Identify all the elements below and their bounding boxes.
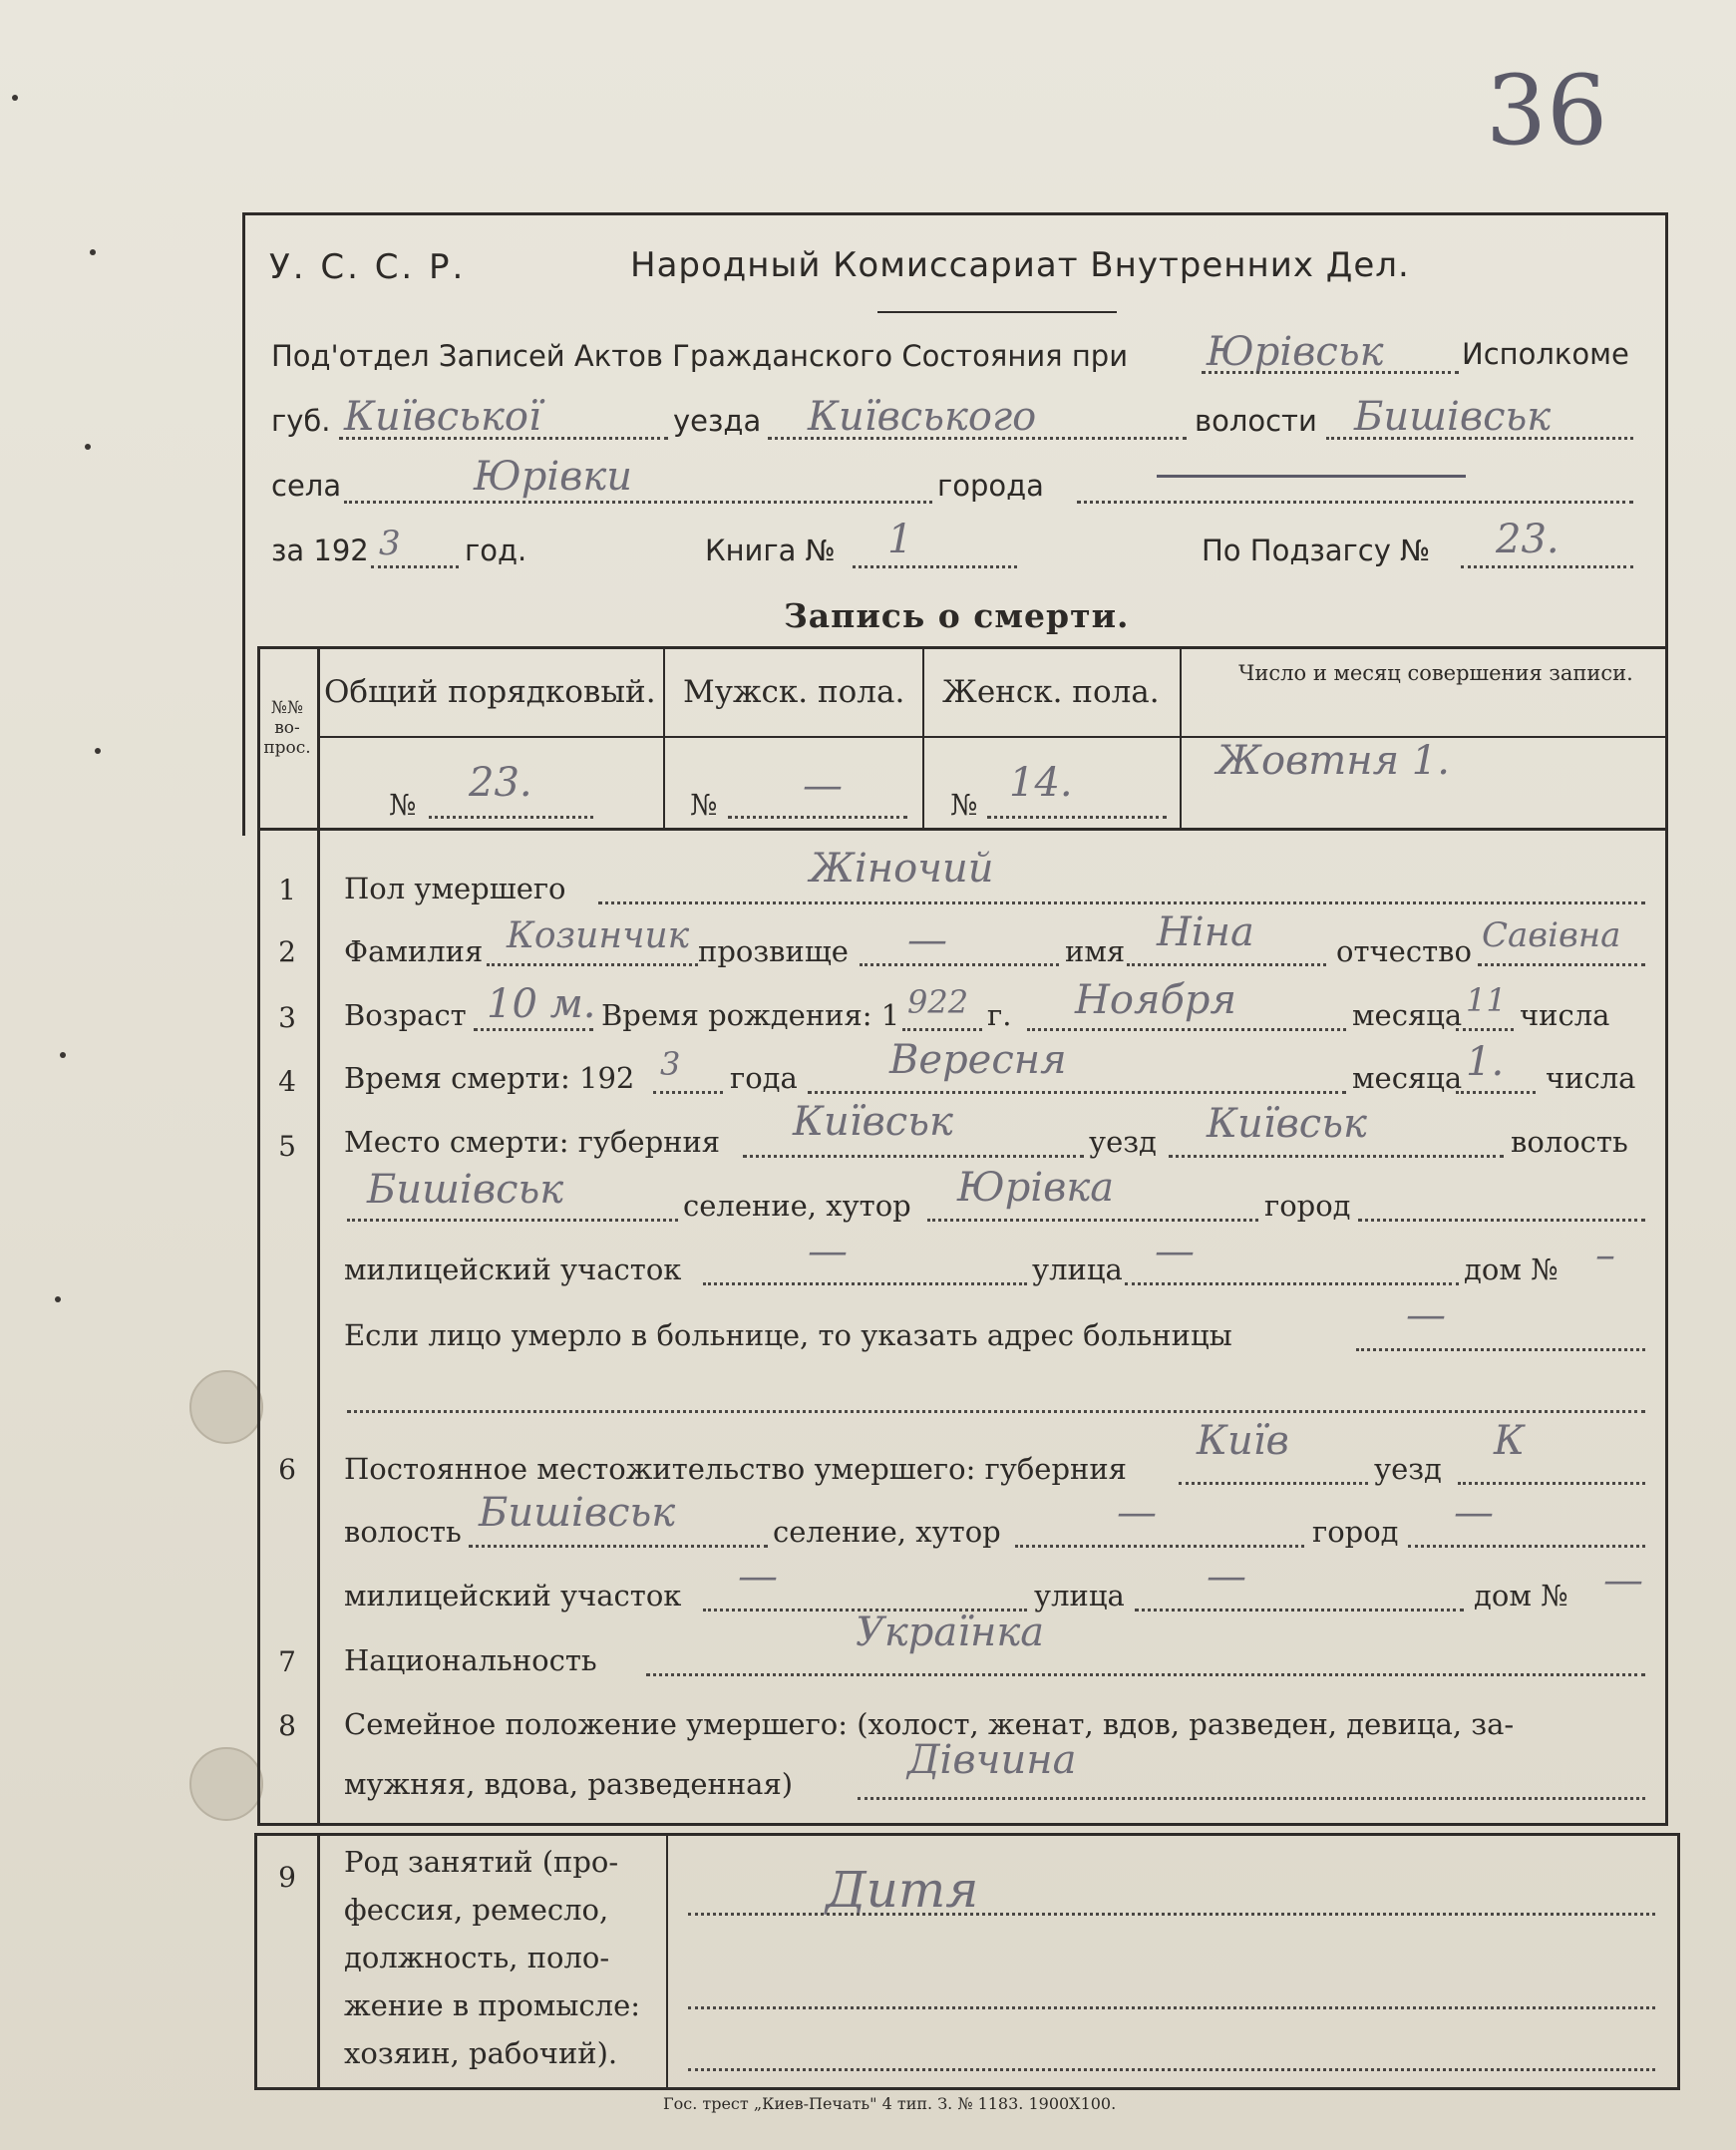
scan-speck [60,1052,66,1058]
residence-uezd-label: уезд [1374,1452,1442,1486]
residence-label: Постоянное местожительство умершего: губерния [344,1452,1127,1486]
question-number-1: 1 [278,874,296,906]
place-gub-value: Київськ [793,1099,953,1145]
patronymic-value: Савівна [1482,915,1621,955]
general-no-sign: № [389,788,417,822]
col-male-header: Мужск. пола. [683,674,905,710]
female-no-sign: № [950,788,978,822]
hospital-label: Если лицо умерло в больнице, то указать адрес больницы [344,1318,1232,1352]
scan-speck [85,444,91,450]
male-no-sign: № [690,788,718,822]
female-value: 14. [1009,760,1073,806]
selo-label: села [271,469,342,503]
printer-imprint: Гос. трест „Киев-Печать" 4 тип. З. № 1183. 1900Х100. [663,2094,1117,2113]
col-female-header: Женск. пола. [942,674,1160,710]
name-value: Ніна [1157,909,1254,955]
age-value: 10 м. [487,981,596,1027]
res-house-value: — [1603,1558,1643,1604]
question-number-3: 3 [278,1001,296,1034]
place-volost-label: волость [1511,1125,1628,1159]
police-value: — [808,1229,848,1274]
punch-hole [189,1370,263,1444]
place-village-label: селение, хутор [683,1189,911,1223]
house-value: – [1595,1233,1615,1278]
question-number-header: №№ во- прос. [263,698,311,758]
subdept-label: Под'отдел Записей Актов Гражданского Состояния при [271,339,1129,373]
surname-value: Козинчик [507,915,690,956]
gorod-dash [1157,475,1466,478]
book-value: 1 [887,517,913,562]
occupation-label-line-5: хозяин, рабочий). [344,2036,618,2070]
res-street-label: улица [1034,1579,1125,1612]
death-year-suffix: года [730,1061,798,1095]
question-number-5: 5 [278,1130,296,1163]
nickname-value: — [907,917,947,963]
col-general-header: Общий порядковый. [324,674,656,710]
frame-right-upper [1665,212,1668,836]
nationality-label: Национальность [344,1643,597,1677]
col-date-header: Число и месяц совершения записи. [1238,661,1633,685]
question-number-9: 9 [278,1861,296,1894]
occupation-value: Дитя [826,1861,979,1919]
subdept-value: Юрівськ [1207,329,1384,375]
surname-label: Фамилия [344,934,484,968]
res-police-value: — [738,1554,778,1600]
uezd-label: уезда [673,404,762,438]
birth-month-value: Ноября [1075,977,1236,1023]
nationality-value: Українка [856,1610,1045,1655]
frame-top [242,212,1668,215]
death-month-label: месяца [1352,1061,1463,1095]
volost-value: Бишівськ [1354,394,1552,440]
house-label: дом № [1464,1253,1559,1286]
record-title: Запись о смерти. [784,596,1130,635]
gorod-label: города [937,469,1044,503]
res-village-value: — [1117,1490,1157,1536]
res-city-value: — [1454,1490,1494,1536]
res-village-label: селение, хутор [773,1515,1001,1549]
date-value: Жовтня 1. [1216,738,1450,784]
volost-label: волости [1195,404,1317,438]
death-month-value: Вересня [889,1037,1067,1083]
punch-hole [189,1747,263,1821]
place-label: Место смерти: губерния [344,1125,721,1159]
hospital-value: — [1406,1292,1446,1338]
place-village-value: Юрівка [957,1165,1115,1211]
year-prefix: за 192 [271,534,369,567]
commissariat-label: Народный Комиссариат Внутренних Дел. [630,245,1410,285]
scan-speck [55,1296,61,1302]
subdept-suffix: Исполкоме [1462,337,1629,371]
street-label: улица [1032,1253,1123,1286]
residence-gub-value: Київ [1197,1418,1289,1464]
street-value: — [1155,1229,1195,1274]
header-underline [877,311,1117,313]
res-police-label: милицейский участок [344,1579,682,1612]
res-house-label: дом № [1474,1579,1568,1612]
question-number-6: 6 [278,1453,296,1486]
folio-number: 36 [1486,55,1608,167]
birth-day-value: 11 [1466,981,1507,1019]
patronymic-label: отчество [1336,934,1472,968]
question-number-7: 7 [278,1645,296,1678]
place-volost-value: Бишівськ [367,1167,564,1213]
book-label: Книга № [705,534,836,567]
scan-speck [95,748,101,754]
gub-value: Київської [344,394,541,440]
frame-left-upper [242,212,245,836]
sex-value: Жіночий [810,846,994,892]
scan-speck [12,95,18,101]
name-label: имя [1065,934,1126,968]
place-uezd-label: уезд [1089,1125,1157,1159]
sex-label: Пол умершего [344,872,566,905]
occupation-label-line-2: фессия, ремесло, [344,1893,609,1927]
death-day-value: 1. [1466,1039,1505,1085]
birth-day-label: числа [1520,998,1610,1032]
birth-month-label: месяца [1352,998,1463,1032]
republic-label: У. С. С. Р. [269,247,467,287]
question-number-4: 4 [278,1065,296,1098]
place-uezd-value: Київськ [1207,1101,1367,1147]
res-city-label: город [1312,1515,1399,1549]
question-number-2: 2 [278,935,296,968]
year-value: 3 [379,524,401,563]
general-value: 23. [469,760,532,806]
age-label: Возраст [344,998,467,1032]
marital-value: Дівчина [907,1737,1077,1783]
birth-label: Время рождения: 1 [601,998,900,1032]
police-label: милицейский участок [344,1253,682,1286]
death-day-label: числа [1546,1061,1636,1095]
death-year-value: 3 [660,1045,681,1083]
marital-label-line-1: Семейное положение умершего: (холост, женат, вдов, разведен, девица, за- [344,1707,1515,1741]
uezd-value: Київського [808,394,1037,440]
nickname-label: прозвище [698,934,849,968]
subcount-label: По Подзагсу № [1202,534,1431,567]
birth-year-g: г. [987,998,1012,1032]
occupation-label-line-3: должность, поло- [344,1941,610,1974]
selo-value: Юрівки [474,454,633,500]
gub-label: губ. [271,404,331,438]
occupation-label-line-4: жение в промысле: [344,1988,641,2022]
place-city-label: город [1264,1189,1351,1223]
question-number-8: 8 [278,1709,296,1742]
death-label: Время смерти: 192 [344,1061,635,1095]
subcount-value: 23. [1496,517,1560,562]
male-value: — [803,763,843,809]
res-volost-label: волость [344,1515,462,1549]
year-suffix: год. [465,534,527,567]
occupation-label-line-1: Род занятий (про- [344,1845,619,1879]
scan-speck [90,249,96,255]
residence-uezd-value: К [1494,1418,1525,1464]
birth-year-value: 922 [907,983,969,1021]
res-street-value: — [1207,1554,1246,1600]
res-volost-value: Бишівськ [479,1490,676,1536]
marital-label-line-2: мужняя, вдова, разведенная) [344,1767,794,1801]
